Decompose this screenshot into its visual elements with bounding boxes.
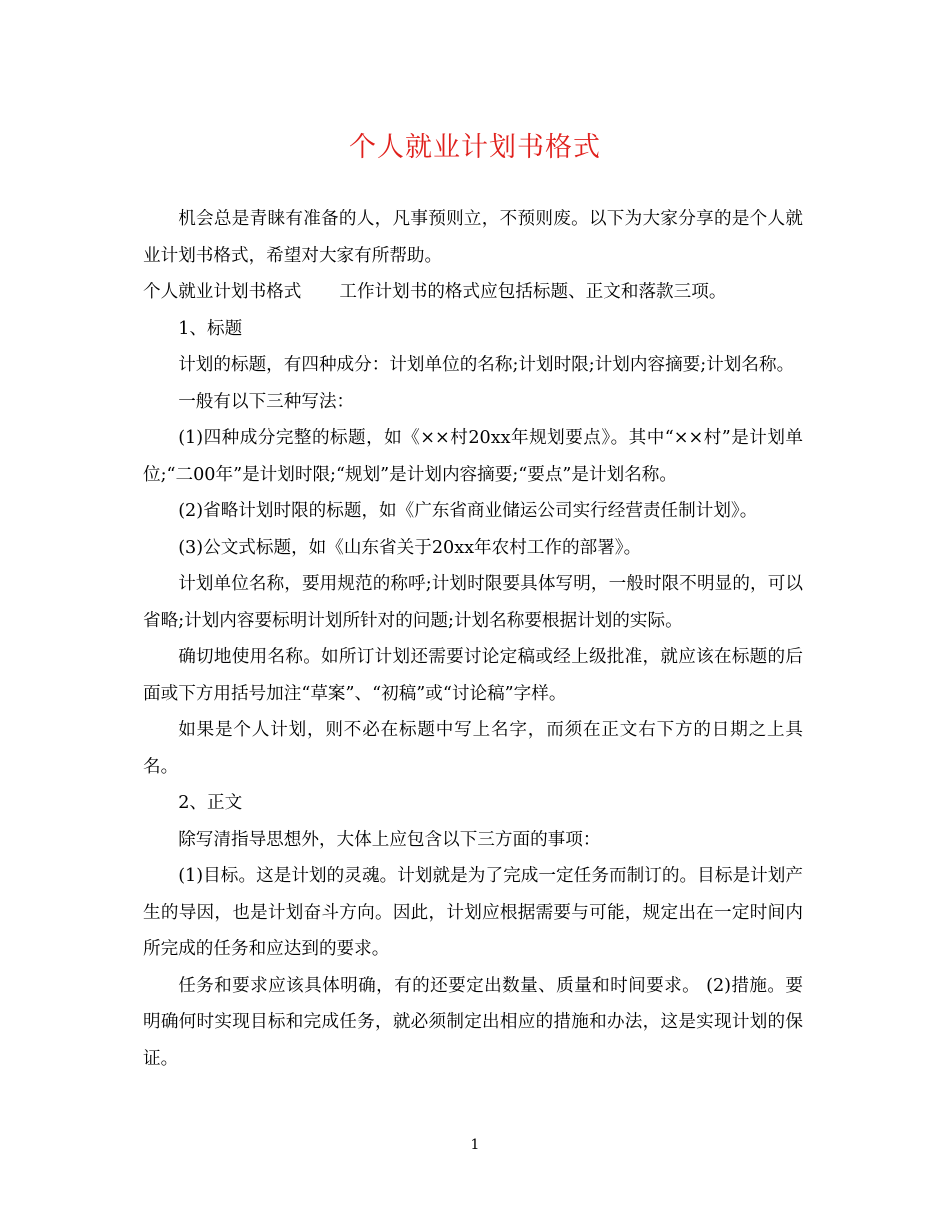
- paragraph-unit-name: 计划单位名称，要用规范的称呼;计划时限要具体写明，一般时限不明显的，可以省略;计划内容要标明计划所针对的问题;计划名称要根据计划的实际。: [143, 574, 803, 631]
- paragraph-three-methods: 一般有以下三种写法：: [178, 391, 355, 412]
- paragraph-body-items: 除写清指导思想外，大体上应包含以下三方面的事项：: [178, 829, 601, 850]
- format-text: 工作计划书的格式应包括标题、正文和落款三项。: [339, 282, 727, 302]
- paragraph-method-3: (3)公文式标题，如《山东省关于20xx年农村工作的部署》。: [178, 537, 642, 558]
- paragraph-naming: 确切地使用名称。如所订计划还需要讨论定稿或经上级批准，就应该在标题的后面或下方用括号加注“草案”、“初稿”或“讨论稿”字样。: [143, 647, 803, 704]
- paragraph-tasks-measures: 任务和要求应该具体明确，有的还要定出数量、质量和时间要求。 (2)措施。要明确何时实现目标和完成任务，就必须制定出相应的措施和办法，这是实现计划的保证。: [143, 975, 803, 1069]
- intro-paragraph: 机会总是青睐有准备的人，凡事预则立，不预则废。以下为大家分享的是个人就业计划书格式，希望对大家有所帮助。: [143, 209, 803, 266]
- document-body: [143, 201, 803, 1077]
- section-heading-title: 1、标题: [178, 318, 243, 339]
- paragraph-method-1: (1)四种成分完整的标题，如《××村20xx年规划要点》。其中“××村”是计划单位;“二00年”是计划时限;“规划”是计划内容摘要;“要点”是计划名称。: [143, 428, 803, 485]
- format-line: [143, 274, 803, 311]
- paragraph-method-2: (2)省略计划时限的标题，如《广东省商业储运公司实行经营责任制计划》。: [178, 501, 758, 521]
- document-title: 个人就业计划书格式: [349, 132, 601, 163]
- format-heading: 个人就业计划书格式: [143, 282, 302, 302]
- paragraph-personal-plan: 如果是个人计划，则不必在标题中写上名字，而须在正文右下方的日期之上具名。: [143, 720, 803, 777]
- paragraph-title-components: 计划的标题，有四种成分：计划单位的名称;计划时限;计划内容摘要;计划名称。: [178, 355, 795, 375]
- page-number: 1: [470, 1137, 480, 1153]
- section-heading-body: 2、正文: [178, 793, 243, 813]
- paragraph-goal: (1)目标。这是计划的灵魂。计划就是为了完成一定任务而制订的。目标是计划产生的导因，也是计划奋斗方向。因此，计划应根据需要与可能，规定出在一定时间内所完成的任务和应达到的要求。: [143, 866, 803, 959]
